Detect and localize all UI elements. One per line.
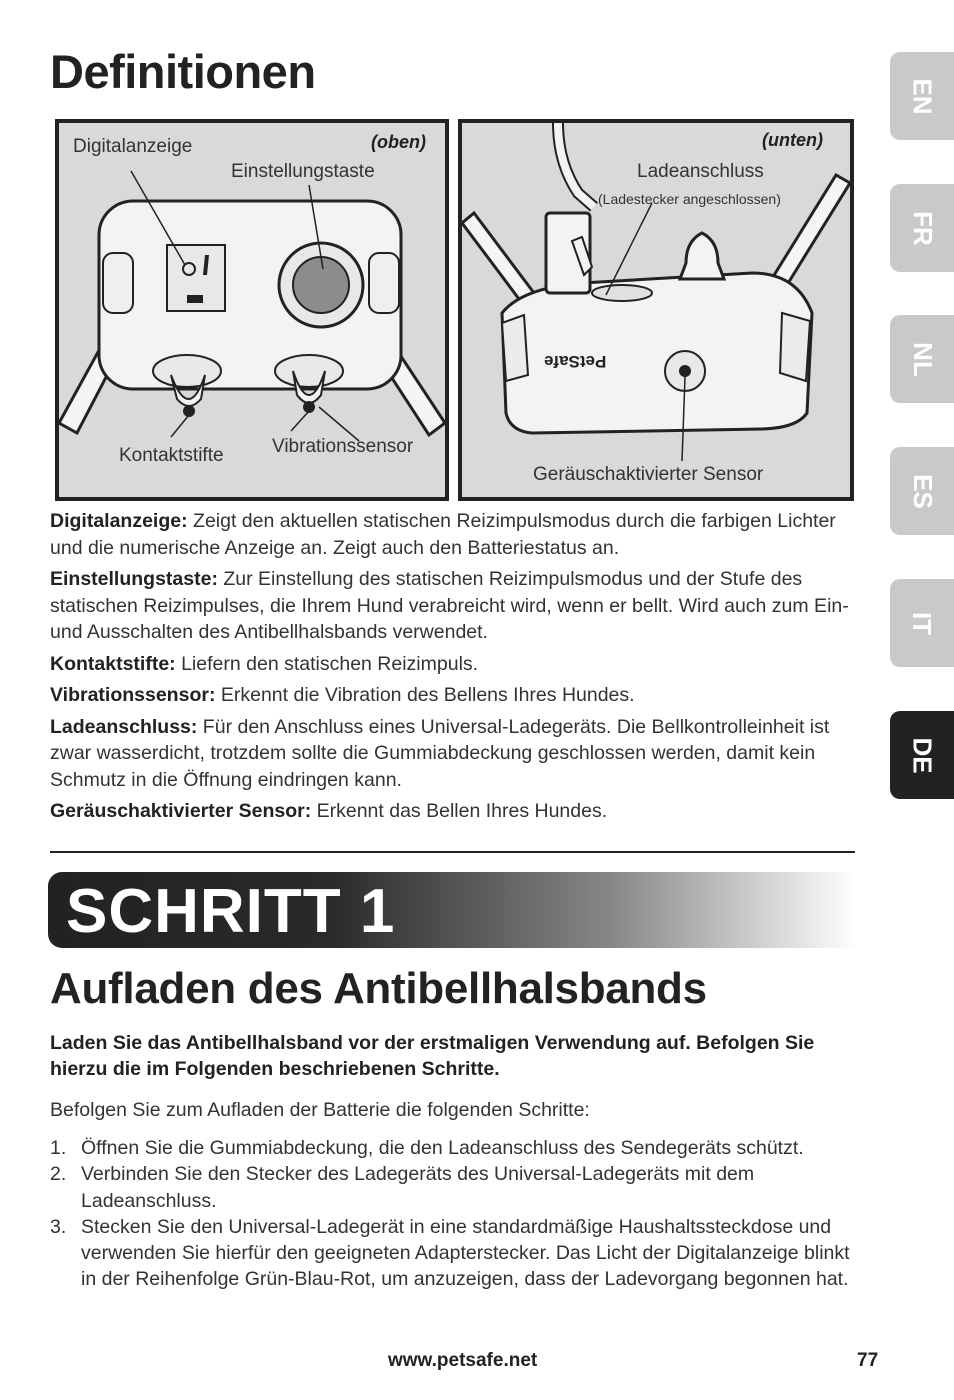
page-number: 77 <box>857 1350 879 1371</box>
label-contact-points: Kontaktstifte <box>119 445 224 466</box>
lead-text: Befolgen Sie zum Aufladen der Batterie die folgenden Schritte: <box>50 1099 590 1121</box>
steps-list <box>50 1135 870 1293</box>
definition-term: Ladeanschluss: <box>50 715 198 738</box>
tab-label: NL <box>907 341 938 377</box>
definition-item <box>50 682 850 709</box>
tab-de[interactable] <box>890 711 954 799</box>
tab-label: FR <box>907 210 938 246</box>
definition-item <box>50 508 850 561</box>
label-digital-display: Digitalanzeige <box>73 136 193 157</box>
step-banner <box>48 872 856 948</box>
step-number: 1. <box>50 1137 67 1159</box>
footer-url[interactable]: www.petsafe.net <box>388 1350 538 1371</box>
label-vibration-sensor: Vibrationssensor <box>272 436 414 457</box>
definition-text: Zeigt den aktuellen statischen Reizimpulsmodus durch die farbigen Lichter und die numerische Anzeige an. Zeigt auch den Batteriestatus an. <box>50 510 836 559</box>
label-sound-sensor: Geräuschaktivierter Sensor <box>533 464 764 485</box>
step-text: Verbinden Sie den Stecker des Ladegeräts des Universal-Ladegeräts mit dem Ladeanschluss. <box>81 1163 755 1212</box>
figure-top-view <box>55 119 449 501</box>
definition-text: Zur Einstellung des statischen Reizimpulsmodus und der Stufe des statischen Reizimpulses, die Ihrem Hund verabreicht wird, wenn er bellt. Wird auch zum Ein- und Ausschalten des Antibellhalsbands verwendet. <box>50 568 849 643</box>
brand-logo: PetSafe <box>544 352 607 371</box>
step-text: Öffnen Sie die Gummiabdeckung, die den Ladeanschluss des Sendegeräts schützt. <box>81 1137 804 1159</box>
step-text: Stecken Sie den Universal-Ladegerät in eine standardmäßige Haushaltssteckdose und verwenden Sie hierfür den geeigneten Adapterstecker. Das Licht der Digitalanzeige blinkt in der Reihenfolge Grün-Blau-Rot, um anzuzeigen, dass der Ladevorgang begonnen hat. <box>81 1215 850 1291</box>
label-charging-port-note: (Ladestecker angeschlossen) <box>598 191 781 207</box>
definition-term: Geräuschaktivierter Sensor: <box>50 800 312 822</box>
tab-es[interactable] <box>890 447 954 535</box>
tab-fr[interactable] <box>890 184 954 272</box>
intro-text: Laden Sie das Antibellhalsband vor der erstmaligen Verwendung auf. Befolgen Sie hierzu die im Folgenden beschriebenen Schritte. <box>50 1032 815 1080</box>
definition-item <box>50 798 850 825</box>
tab-label: IT <box>907 611 938 635</box>
tab-en[interactable] <box>890 52 954 140</box>
label-bottom-view: (unten) <box>762 130 823 150</box>
definition-item <box>50 651 850 678</box>
definition-item <box>50 714 850 794</box>
label-settings-button: Einstellungstaste <box>231 161 375 182</box>
definitions-list <box>50 508 850 830</box>
tab-it[interactable] <box>890 579 954 667</box>
label-top-view: (oben) <box>371 132 426 152</box>
section-divider <box>50 851 855 853</box>
definition-text: Liefern den statischen Reizimpuls. <box>175 652 479 675</box>
list-item <box>50 1161 870 1214</box>
figure-bottom-view <box>458 119 854 501</box>
tab-label: DE <box>907 736 938 774</box>
definition-text: Für den Anschluss eines Universal-Ladegeräts. Die Bellkontrolleinheit ist zwar wasserdicht, trotzdem sollte die Gummiabdeckung geschlossen werden, damit kein Schmutz in die Öffnung eindringen kann. <box>50 715 830 791</box>
list-item <box>50 1214 870 1293</box>
page-title: Definitionen <box>50 45 316 98</box>
definition-term: Digitalanzeige: <box>50 510 188 532</box>
tab-label: ES <box>907 473 938 509</box>
tab-nl[interactable] <box>890 315 954 403</box>
list-item <box>50 1135 870 1161</box>
definition-term: Vibrationssensor: <box>50 684 216 706</box>
step-banner-label: SCHRITT 1 <box>66 877 396 946</box>
definition-text: Erkennt das Bellen Ihres Hundes. <box>311 800 608 822</box>
definition-text: Erkennt die Vibration des Bellens Ihres Hundes. <box>215 684 635 706</box>
step-number: 2. <box>50 1163 67 1186</box>
label-charging-port: Ladeanschluss <box>637 161 764 182</box>
definition-term: Kontaktstifte: <box>50 652 176 675</box>
tab-label: EN <box>907 77 938 115</box>
section-title: Aufladen des Antibellhalsbands <box>50 964 707 1013</box>
definition-term: Einstellungstaste: <box>50 568 218 590</box>
definition-item <box>50 566 850 646</box>
step-number: 3. <box>50 1215 67 1238</box>
